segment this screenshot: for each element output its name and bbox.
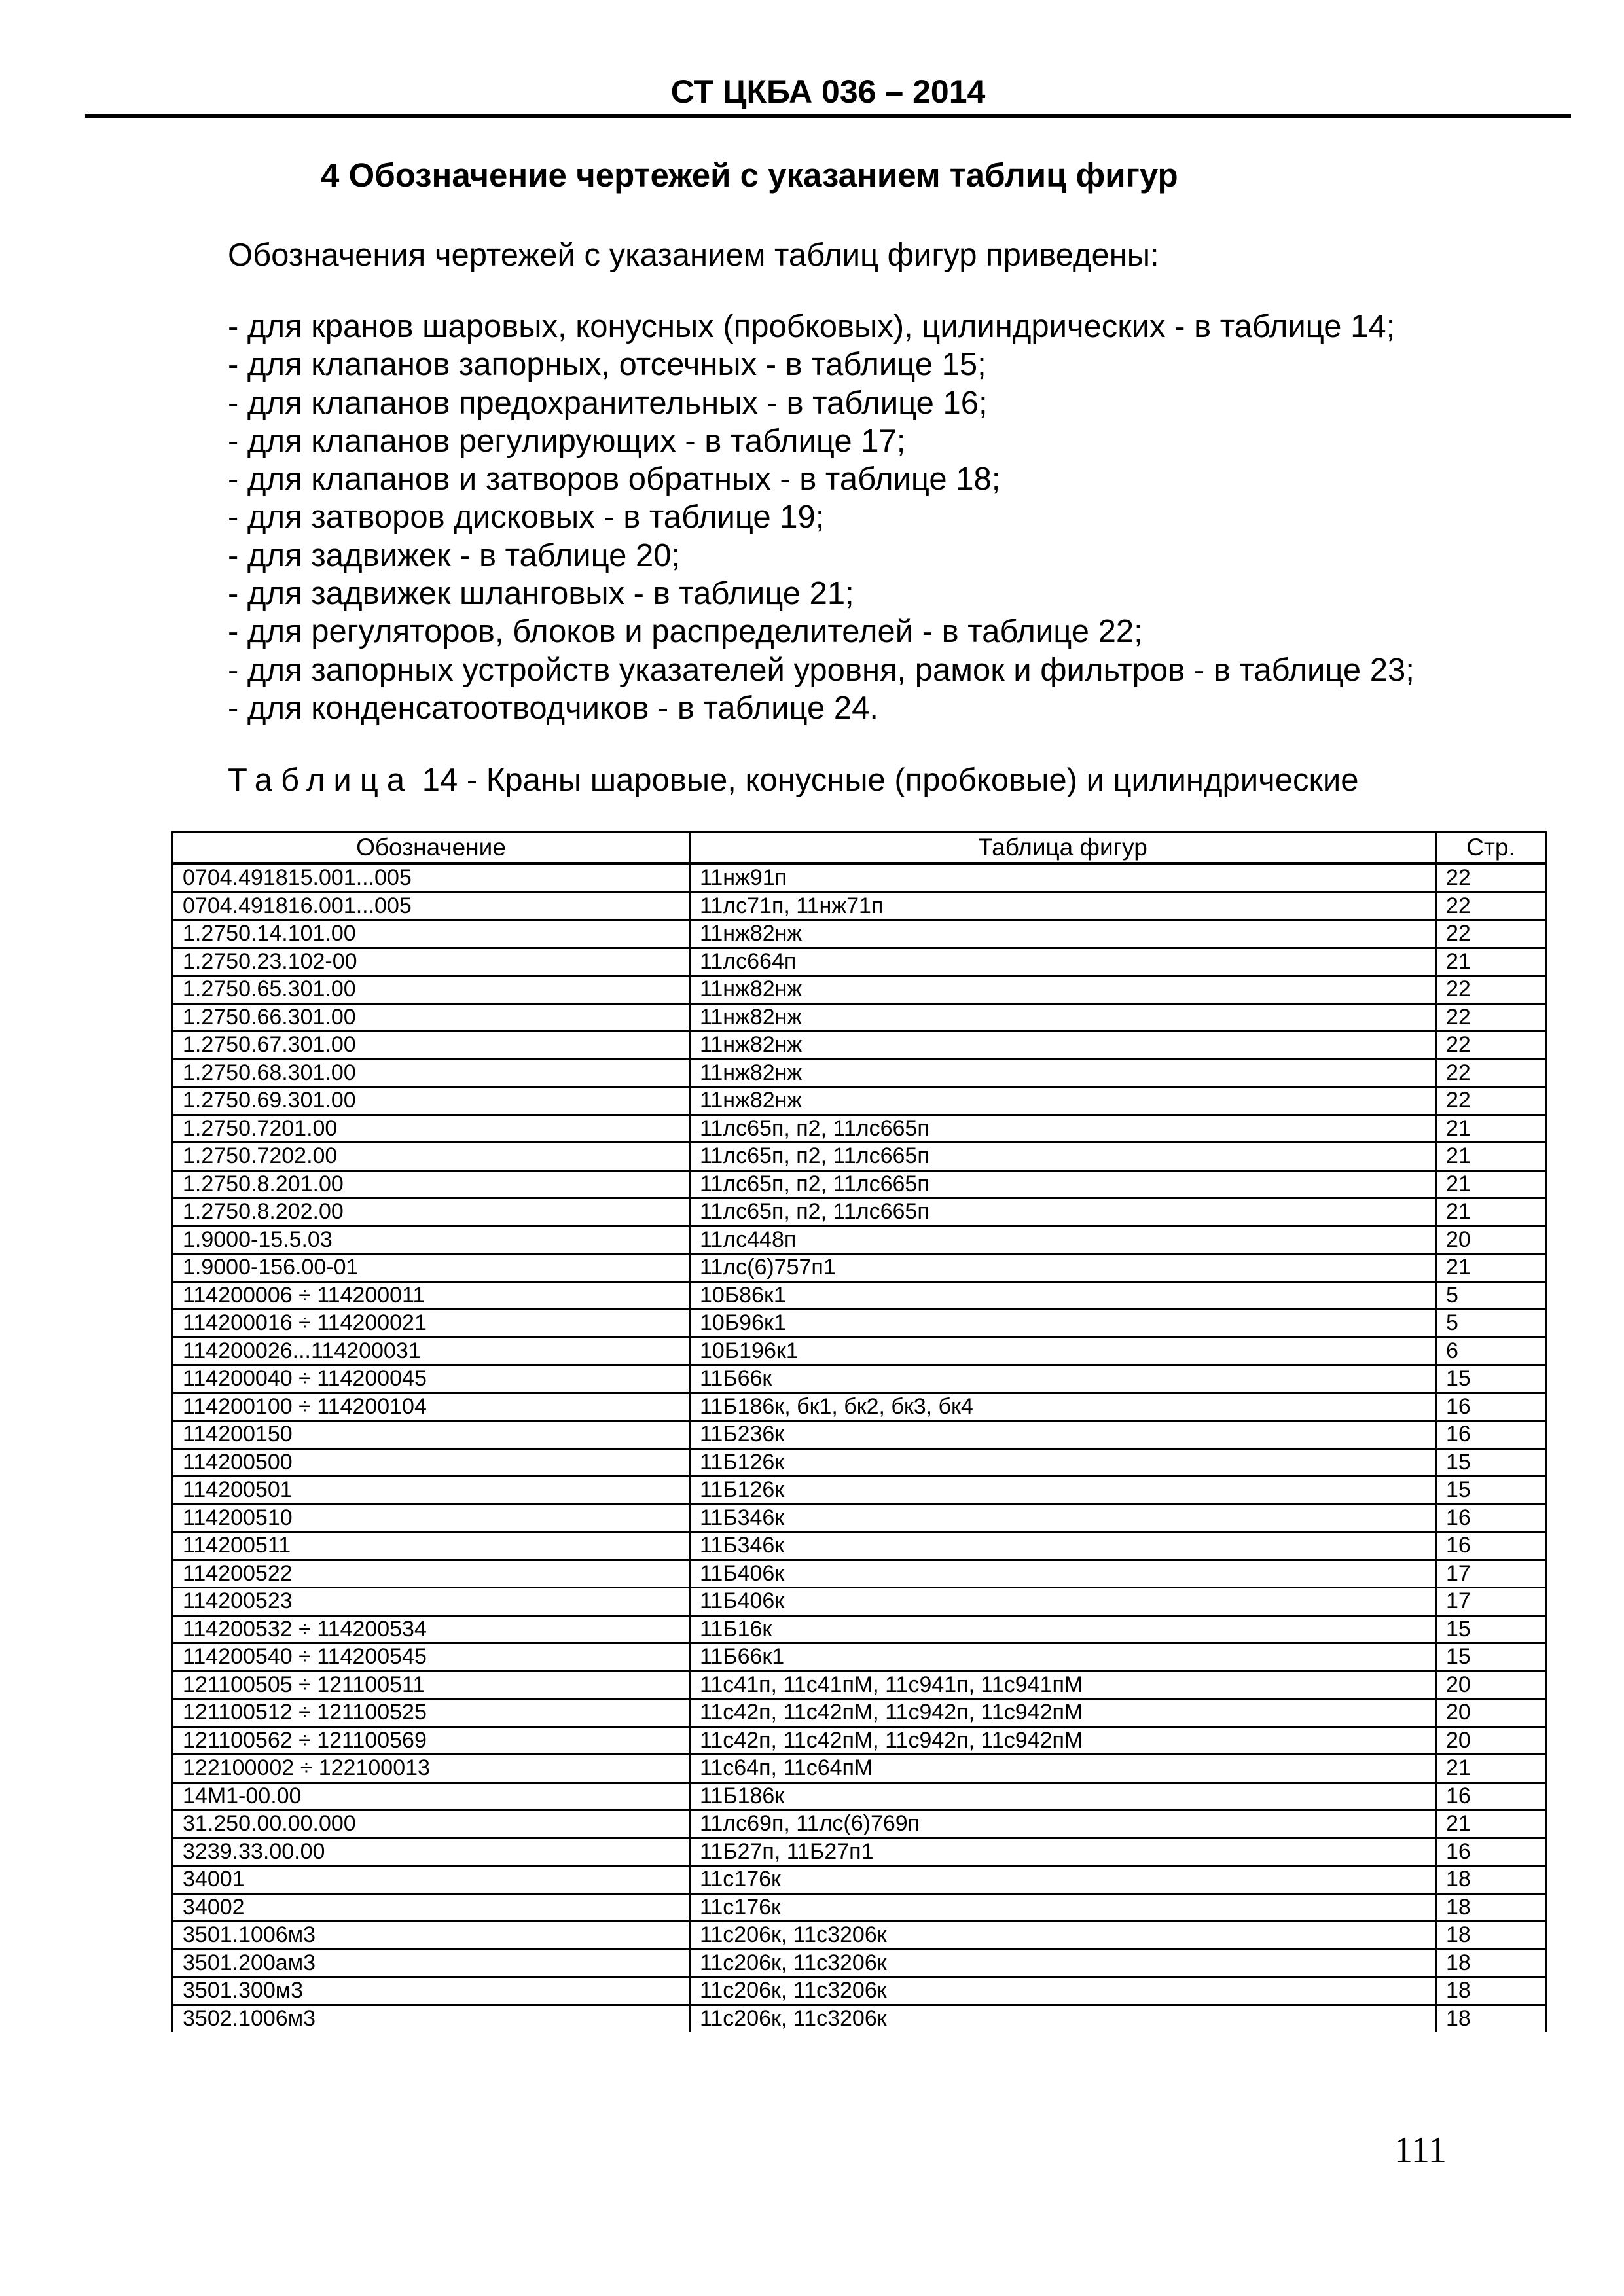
list-item: - для клапанов регулирующих - в таблице 17; [228,423,906,459]
table-body [173,864,1546,2032]
cell-figure-table: 11лс69п, 11лс(6)769п [690,1810,1436,1839]
table-row [173,1949,1546,1977]
cell-designation: 31.250.00.00.000 [173,1810,690,1839]
cell-designation: 1.2750.65.301.00 [173,976,690,1004]
cell-page: 21 [1436,1810,1546,1839]
cell-figure-table: 11Б186к [690,1782,1436,1810]
list-item: - для клапанов и затворов обратных - в таблице 18; [228,461,1001,497]
cell-page: 18 [1436,1893,1546,1922]
cell-figure-table: 11Б406к [690,1560,1436,1588]
cell-figure-table: 11с206к, 11с3206к [690,1922,1436,1950]
section-title: 4 Обозначение чертежей с указанием таблиц фигур [321,156,1178,194]
cell-page: 18 [1436,1977,1546,2005]
cell-page: 15 [1436,1448,1546,1477]
cell-designation: 1.2750.8.202.00 [173,1198,690,1227]
cell-page: 20 [1436,1671,1546,1699]
cell-page: 18 [1436,2005,1546,2032]
cell-figure-table: 11нж82нж [690,920,1436,948]
cell-figure-table: 11нж82нж [690,1031,1436,1060]
cell-page: 22 [1436,976,1546,1004]
cell-page: 22 [1436,920,1546,948]
table-row [173,1727,1546,1755]
table-header-row [173,833,1546,864]
table-row [173,1115,1546,1143]
cell-designation: 114200522 [173,1560,690,1588]
cell-figure-table: 11лс(6)757п1 [690,1254,1436,1282]
document-code: СТ ЦКБА 036 – 2014 [670,73,986,110]
cell-designation: 114200500 [173,1448,690,1477]
cell-page: 17 [1436,1560,1546,1588]
cell-designation: 114200511 [173,1532,690,1560]
cell-designation: 14М1-00.00 [173,1782,690,1810]
cell-page: 15 [1436,1365,1546,1393]
cell-figure-table: 11Б126к [690,1477,1436,1505]
cell-figure-table: 11лс65п, п2, 11лс665п [690,1143,1436,1171]
table-caption [228,761,1359,800]
cell-page: 16 [1436,1838,1546,1866]
cell-figure-table: 11нж82нж [690,976,1436,1004]
cell-designation: 1.2750.23.102-00 [173,948,690,976]
table-caption-text: 14 - Краны шаровые, конусные (пробковые) и цилиндрические [413,762,1359,798]
table-row [173,1782,1546,1810]
cell-designation: 3239.33.00.00 [173,1838,690,1866]
cell-page: 18 [1436,1922,1546,1950]
table-row [173,1031,1546,1060]
table-row [173,976,1546,1004]
table-row [173,1866,1546,1894]
cell-designation: 1.2750.8.201.00 [173,1170,690,1198]
cell-figure-table: 11лс65п, п2, 11лс665п [690,1115,1436,1143]
document-header [85,65,1571,118]
table-row [173,1170,1546,1198]
cell-designation: 3501.200ам3 [173,1949,690,1977]
table-row [173,1699,1546,1727]
cell-designation: 1.9000-156.00-01 [173,1254,690,1282]
cell-page: 18 [1436,1949,1546,1977]
cell-page: 22 [1436,864,1546,893]
cell-designation: 0704.491816.001...005 [173,892,690,920]
cell-designation: 1.2750.68.301.00 [173,1059,690,1087]
cell-figure-table: 11Б236к [690,1421,1436,1449]
table-row [173,948,1546,976]
cell-page: 15 [1436,1615,1546,1643]
table-row [173,1755,1546,1783]
cell-figure-table: 10Б196к1 [690,1337,1436,1365]
table-row [173,1393,1546,1421]
cell-figure-table: 11нж82нж [690,1059,1436,1087]
cell-designation: 1.2750.66.301.00 [173,1003,690,1031]
cell-designation: 3501.300м3 [173,1977,690,2005]
cell-designation: 114200150 [173,1421,690,1449]
cell-designation: 1.2750.7201.00 [173,1115,690,1143]
list-item: - для затворов дисковых - в таблице 19; [228,499,825,535]
cell-designation: 121100505 ÷ 121100511 [173,1671,690,1699]
cell-designation: 3502.1006м3 [173,2005,690,2032]
cell-page: 17 [1436,1588,1546,1616]
table-row [173,1310,1546,1338]
list-item: - для конденсатоотводчиков - в таблице 24. [228,690,878,726]
cell-figure-table: 10Б86к1 [690,1282,1436,1310]
list-item: - для клапанов предохранительных - в таблице 16; [228,385,988,421]
table-row [173,920,1546,948]
cell-figure-table: 11Б346к [690,1532,1436,1560]
list-item: - для задвижек - в таблице 20; [228,537,681,573]
table-row [173,1922,1546,1950]
table-row [173,1615,1546,1643]
table-row [173,1365,1546,1393]
cell-figure-table: 11лс448п [690,1226,1436,1254]
table-row [173,2005,1546,2032]
cell-designation: 114200016 ÷ 114200021 [173,1310,690,1338]
cell-designation: 121100562 ÷ 121100569 [173,1727,690,1755]
cell-designation: 1.2750.69.301.00 [173,1087,690,1115]
cell-page: 21 [1436,1198,1546,1227]
table-row [173,1226,1546,1254]
cell-page: 20 [1436,1699,1546,1727]
list-item: - для кранов шаровых, конусных (пробковых), цилиндрических - в таблице 14; [228,309,1396,344]
page-number: 111 [1394,2130,1447,2170]
table-row [173,864,1546,893]
cell-page: 21 [1436,1115,1546,1143]
table-row [173,1643,1546,1672]
cell-figure-table: 11с42п, 11с42пМ, 11с942п, 11с942пМ [690,1727,1436,1755]
cell-figure-table: 11с64п, 11с64пМ [690,1755,1436,1783]
cell-figure-table: 11лс65п, п2, 11лс665п [690,1170,1436,1198]
cell-page: 5 [1436,1282,1546,1310]
list-item: - для запорных устройств указателей уровня, рамок и фильтров - в таблице 23; [228,652,1415,688]
table-row [173,1810,1546,1839]
cell-page: 21 [1436,1755,1546,1783]
table-row [173,1977,1546,2005]
table-row [173,1337,1546,1365]
cell-page: 21 [1436,1170,1546,1198]
list-item: - для регуляторов, блоков и распределителей - в таблице 22; [228,614,1143,650]
cell-page: 5 [1436,1310,1546,1338]
cell-page: 20 [1436,1727,1546,1755]
cell-figure-table: 11нж91п [690,864,1436,893]
cell-designation: 114200026...114200031 [173,1337,690,1365]
cell-figure-table: 11Б66к1 [690,1643,1436,1672]
cell-figure-table: 11с176к [690,1866,1436,1894]
cell-designation: 114200040 ÷ 114200045 [173,1365,690,1393]
cell-page: 22 [1436,892,1546,920]
cell-designation: 114200532 ÷ 114200534 [173,1615,690,1643]
table-caption-label: Таблица [228,762,414,798]
cell-designation: 114200006 ÷ 114200011 [173,1282,690,1310]
cell-page: 22 [1436,1031,1546,1060]
table-row [173,1893,1546,1922]
cell-page: 22 [1436,1003,1546,1031]
cell-page: 16 [1436,1782,1546,1810]
cell-designation: 34002 [173,1893,690,1922]
cell-page: 16 [1436,1504,1546,1532]
table-reference-list [228,308,1415,727]
cell-figure-table: 11нж82нж [690,1003,1436,1031]
cell-figure-table: 11с206к, 11с3206к [690,1949,1436,1977]
cell-page: 20 [1436,1226,1546,1254]
column-header-page: Стр. [1436,833,1546,864]
column-header-designation: Обозначение [173,833,690,864]
cell-figure-table: 11лс65п, п2, 11лс665п [690,1198,1436,1227]
cell-figure-table: 11с42п, 11с42пМ, 11с942п, 11с942пМ [690,1699,1436,1727]
column-header-figure-table: Таблица фигур [690,833,1436,864]
cell-figure-table: 11Б126к [690,1448,1436,1477]
cell-figure-table: 11с176к [690,1893,1436,1922]
table-row [173,1560,1546,1588]
table-row [173,892,1546,920]
table-row [173,1588,1546,1616]
cell-designation: 114200540 ÷ 114200545 [173,1643,690,1672]
cell-figure-table: 11с206к, 11с3206к [690,2005,1436,2032]
table-row [173,1087,1546,1115]
figures-table [171,831,1547,2032]
table-row [173,1059,1546,1087]
table-row [173,1282,1546,1310]
table-row [173,1448,1546,1477]
cell-figure-table: 11Б346к [690,1504,1436,1532]
list-item: - для клапанов запорных, отсечных - в таблице 15; [228,347,986,383]
cell-page: 22 [1436,1059,1546,1087]
cell-figure-table: 11Б66к [690,1365,1436,1393]
cell-figure-table: 11Б27п, 11Б27п1 [690,1838,1436,1866]
cell-figure-table: 11Б186к, бк1, бк2, бк3, бк4 [690,1393,1436,1421]
cell-page: 16 [1436,1393,1546,1421]
cell-page: 16 [1436,1532,1546,1560]
cell-designation: 1.2750.7202.00 [173,1143,690,1171]
cell-figure-table: 11нж82нж [690,1087,1436,1115]
cell-designation: 121100512 ÷ 121100525 [173,1699,690,1727]
cell-designation: 1.2750.14.101.00 [173,920,690,948]
cell-designation: 1.9000-15.5.03 [173,1226,690,1254]
table-row [173,1003,1546,1031]
cell-page: 18 [1436,1866,1546,1894]
cell-designation: 1.2750.67.301.00 [173,1031,690,1060]
cell-page: 16 [1436,1421,1546,1449]
cell-page: 21 [1436,1254,1546,1282]
table-row [173,1421,1546,1449]
table-row [173,1671,1546,1699]
cell-figure-table: 11с206к, 11с3206к [690,1977,1436,2005]
table-row [173,1504,1546,1532]
cell-designation: 114200510 [173,1504,690,1532]
cell-designation: 34001 [173,1866,690,1894]
list-item: - для задвижек шланговых - в таблице 21; [228,576,854,612]
table-row [173,1477,1546,1505]
cell-designation: 122100002 ÷ 122100013 [173,1755,690,1783]
cell-designation: 114200501 [173,1477,690,1505]
cell-figure-table: 11лс71п, 11нж71п [690,892,1436,920]
cell-figure-table: 11Б406к [690,1588,1436,1616]
table-row [173,1254,1546,1282]
cell-page: 15 [1436,1477,1546,1505]
cell-page: 6 [1436,1337,1546,1365]
table-row [173,1198,1546,1227]
table-row [173,1532,1546,1560]
cell-designation: 0704.491815.001...005 [173,864,690,893]
table-row [173,1838,1546,1866]
cell-designation: 114200100 ÷ 114200104 [173,1393,690,1421]
cell-designation: 114200523 [173,1588,690,1616]
cell-figure-table: 11лс664п [690,948,1436,976]
cell-figure-table: 11с41п, 11с41пМ, 11с941п, 11с941пМ [690,1671,1436,1699]
cell-page: 15 [1436,1643,1546,1672]
cell-page: 22 [1436,1087,1546,1115]
cell-page: 21 [1436,948,1546,976]
cell-page: 21 [1436,1143,1546,1171]
section-intro: Обозначения чертежей с указанием таблиц фигур приведены: [228,238,1159,273]
cell-figure-table: 11Б16к [690,1615,1436,1643]
cell-figure-table: 10Б96к1 [690,1310,1436,1338]
cell-designation: 3501.1006м3 [173,1922,690,1950]
table-row [173,1143,1546,1171]
